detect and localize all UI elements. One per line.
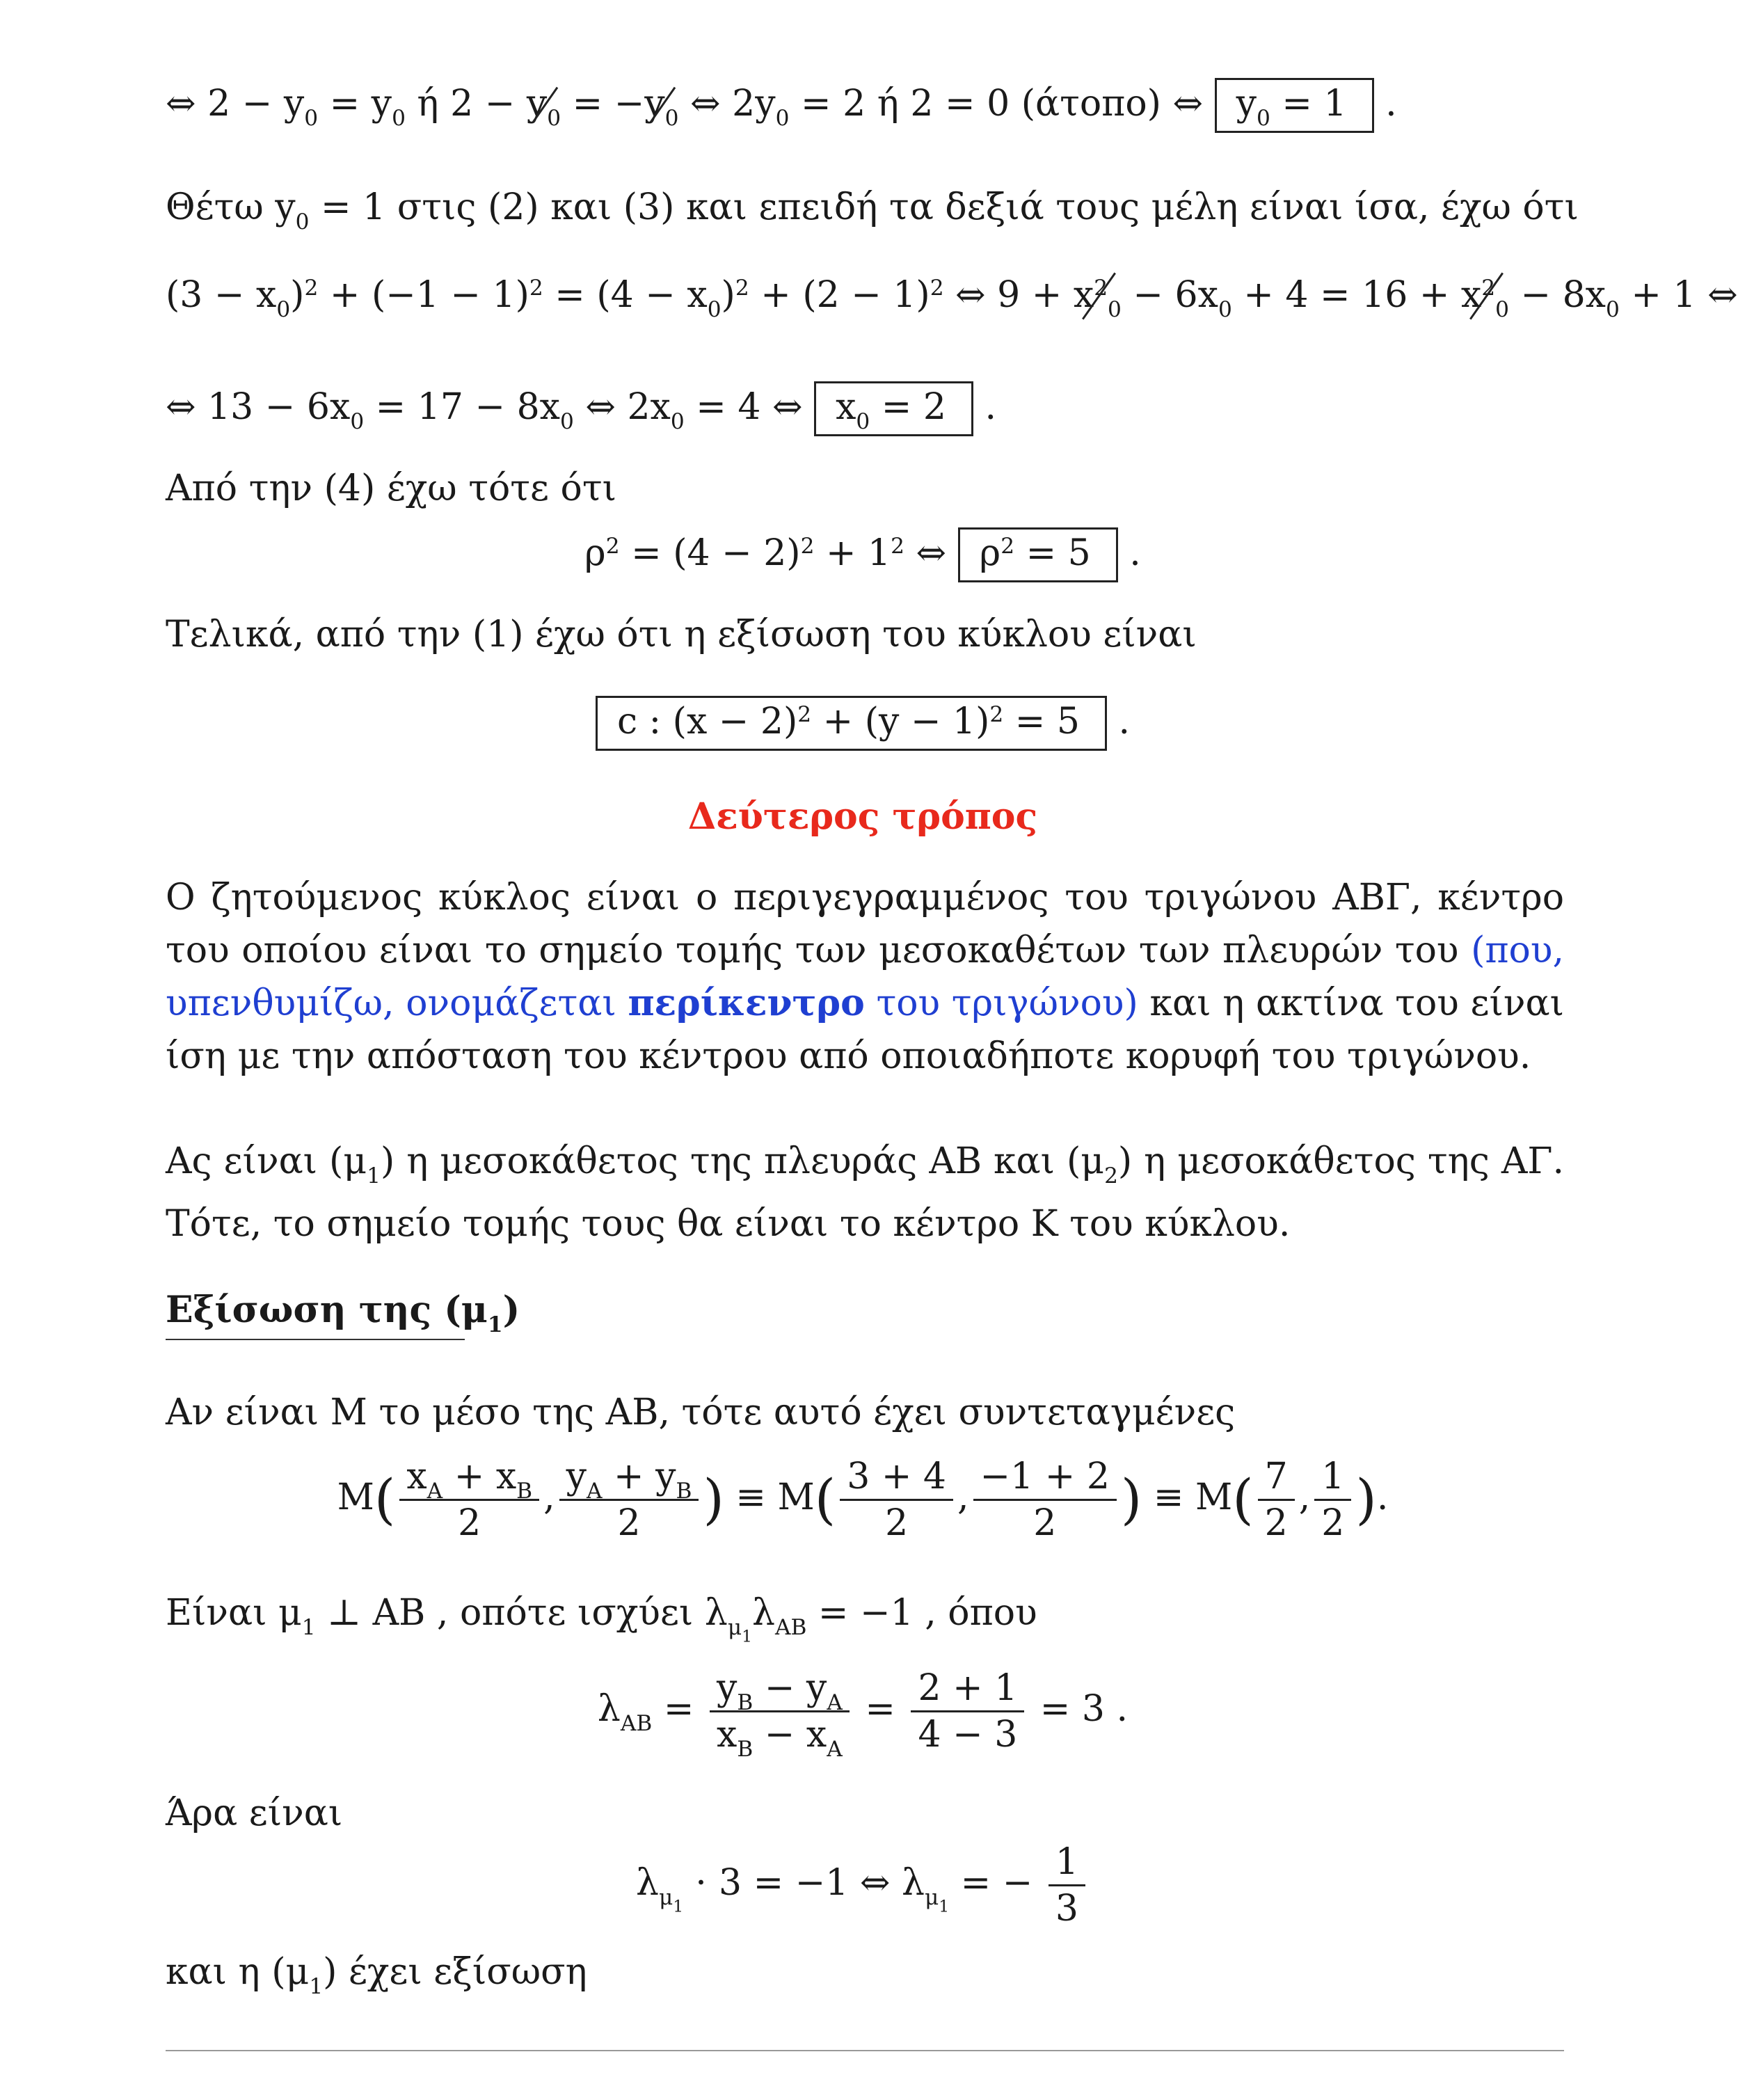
struck-term: $x^2_0$ <box>1460 274 1509 323</box>
text-line-7: Τελικά, από την (1) έχω ότι η εξίσωση του κύκλου είναι <box>166 614 1197 655</box>
text-line-2: Θέτω $y_0 = 1$ στις (2) και (3) και επειδή τα δεξιά τους μέλη είναι ίσα, έχω ότι <box>166 186 1579 235</box>
boxed-circle-equation: c : $(x - 2)^2 + (y - 1)^2 = 5$ <box>596 696 1107 751</box>
equation-circle: c : $(x - 2)^2 + (y - 1)^2 = 5$ . <box>0 696 1725 751</box>
heading-second-method: Δεύτερος τρόπος <box>687 795 1038 838</box>
fraction: $\frac{-1 + 2}{2}$ <box>973 1458 1117 1541</box>
boxed-result-y0: $y_0 = 1$ <box>1215 78 1374 133</box>
text-equation-intro: και η $(\mu_1)$ έχει εξίσωση <box>166 1951 587 2000</box>
struck-term: $y_0$ <box>526 83 561 132</box>
equation-line-3: $(3 - x_0)^2 + (-1 - 1)^2 = (4 - x_0)^2 + (2 - 1)^2$ ⇔ $9 + x^2_0 - 6x_0 + 4 = 16 + x^2_0 - 8x_0 + 1$ ⇔ <box>166 274 1738 323</box>
boxed-result-rho: $\rho^2 = 5$ <box>958 527 1118 582</box>
fraction: $\frac{y_A + y_B}{2}$ <box>559 1458 699 1541</box>
struck-term: $x^2_0$ <box>1073 274 1122 323</box>
section-underline <box>166 1339 465 1340</box>
fraction: $\frac{7}{2}$ <box>1258 1458 1295 1541</box>
fraction: $\frac{1}{3}$ <box>1049 1844 1085 1927</box>
text-line-5: Από την (4) έχω τότε ότι <box>166 468 616 509</box>
paragraph-circumcircle: Ο ζητούμενος κύκλος είναι ο περιγεγραμμένος του τριγώνου ΑΒΓ, κέντρο του οποίου είναι το σημείο τομής των μεσοκαθέτων των πλευρών του (που, υπενθυμίζω, ονομάζεται περίκεντρο του τριγώνου) και η ακτίνα του είναι ίση με την απόσταση του κέντρου από οποιαδήποτε κορυφή του τριγώνου. <box>166 877 1564 1077</box>
struck-term: $y_0$ <box>644 83 679 132</box>
text-perpendicular: Είναι $\mu_1$ ⊥ ΑΒ , οπότε ισχύει $\lambda_{\mu_1}\lambda_{AB} = -1$ , όπου <box>166 1592 1037 1646</box>
equation-radius: $\rho^2 = (4 - 2)^2 + 1^2$ ⇔ $\rho^2 = 5$ . <box>0 527 1725 582</box>
footer-rule <box>166 2050 1564 2051</box>
text-midpoint-intro: Αν είναι Μ το μέσο της ΑΒ, τότε αυτό έχει συντεταγμένες <box>166 1392 1236 1433</box>
equation-slope-ab: $\lambda_{AB}$ = $\frac{y_B - y_A}{x_B - x_A}$ = $\frac{2 + 1}{4 - 3}$ = 3 . <box>597 1667 1129 1763</box>
fraction: $\frac{y_B - y_A}{x_B - x_A}$ <box>710 1670 850 1753</box>
reminder-note: (που, υπενθυμίζω, ονομάζεται περίκεντρο του τριγώνου) <box>166 930 1564 1024</box>
fraction: $\frac{2 + 1}{4 - 3}$ <box>911 1670 1024 1753</box>
text-therefore: Άρα είναι <box>166 1792 343 1834</box>
section-title-mu1: Εξίσωση της $(\mu_1)$ <box>166 1289 520 1338</box>
boxed-result-x0: $x_0 = 2$ <box>814 381 973 436</box>
fraction: $\frac{3 + 4}{2}$ <box>840 1458 953 1541</box>
equation-line-1: ⇔ $2 - y_0 = y_0$ ή $2 - y_0 = -y_0$ ⇔ $2y_0 = 2$ ή 2 = 0 (άτοπο) ⇔ $y_0 = 1$ . <box>166 78 1397 133</box>
equation-midpoint: Μ( $\frac{x_A + x_B}{2}$ , $\frac{y_A + y_B}{2}$ ) ≡ Μ( $\frac{3 + 4}{2}$ , $\frac{-1 + 2}{2}$ ) ≡ Μ( $\frac{7}{2}$ , $\frac{1}{2}$ ). <box>337 1456 1389 1544</box>
equation-line-4: ⇔ $13 - 6x_0 = 17 - 8x_0$ ⇔ $2x_0 = 4$ ⇔ $x_0 = 2$ . <box>166 381 996 436</box>
equation-slope-mu1: $\lambda_{\mu_1} \cdot 3 = -1$ ⇔ $\lambda_{\mu_1}$ = − $\frac{1}{3}$ <box>0 1844 1725 1927</box>
fraction: $\frac{1}{2}$ <box>1314 1458 1351 1541</box>
paragraph-bisectors: Ας είναι $(\mu_1)$ η μεσοκάθετος της πλευράς ΑΒ και $(\mu_2)$ η μεσοκάθετος της ΑΓ. Τότε, το σημείο τομής τους θα είναι το κέντρο Κ του κύκλου. <box>166 1140 1564 1245</box>
fraction: $\frac{x_A + x_B}{2}$ <box>399 1458 539 1541</box>
